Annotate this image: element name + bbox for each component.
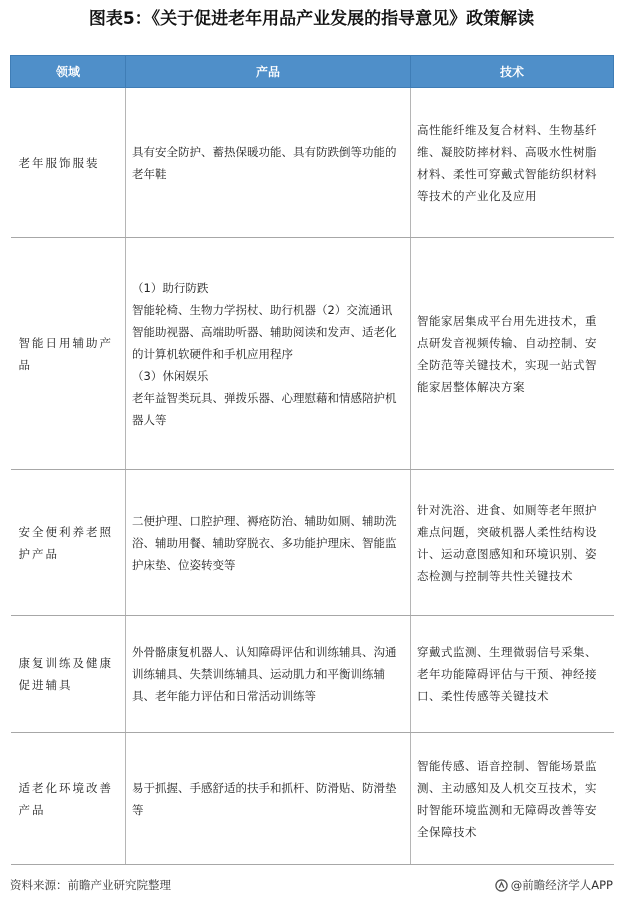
tech-cell: 穿戴式监测、生理微弱信号采集、老年功能障碍评估与干预、神经接口、柔性传感等关键技术 — [411, 616, 614, 733]
product-cell — [126, 470, 411, 616]
domain-cell: 安全便利养老照护产品 — [11, 470, 126, 616]
tech-cell: 智能家居集成平台用先进技术，重点研发音视频传输、自动控制、安全防范等关键技术，实现一站式智能家居整体解决方案 — [411, 238, 614, 470]
table-header-row — [11, 56, 614, 88]
product-line: 外骨骼康复机器人、认知障碍评估和训练辅具、沟通训练辅具、失禁训练辅具、运动肌力和平衡训练辅具、老年能力评估和日常活动训练等 — [132, 645, 397, 703]
table-row — [11, 88, 614, 238]
product-line: 老年益智类玩具、弹拨乐器、心理慰藉和情感陪护机器人等 — [132, 390, 397, 427]
header-domain: 领域 — [11, 56, 126, 88]
product-line: 智能助视器、高端助听器、辅助阅读和发声、适老化的计算机软硬件和手机应用程序 — [132, 324, 397, 361]
domain-cell: 老年服饰服装 — [11, 88, 126, 238]
policy-table — [10, 55, 614, 865]
product-cell — [126, 88, 411, 238]
brand-text: @前瞻经济学人APP — [510, 878, 613, 892]
chart-title: 图表5：《关于促进老年用品产业发展的指导意见》政策解读 — [88, 9, 535, 29]
table-row — [11, 733, 614, 865]
footer — [10, 877, 613, 895]
tech-cell: 高性能纤维及复合材料、生物基纤维、凝胶防摔材料、高吸水性树脂材料、柔性可穿戴式智能纺织材料等技术的产业化及应用 — [411, 88, 614, 238]
product-line: （3）休闲娱乐 — [132, 368, 209, 383]
domain-cell: 智能日用辅助产品 — [11, 238, 126, 470]
source-note: 资料来源：前瞻产业研究院整理 — [10, 878, 171, 892]
tech-cell: 针对洗浴、进食、如厕等老年照护难点问题，突破机器人柔性结构设计、运动意图感知和环境识别、姿态检测与控制等共性关键技术 — [411, 470, 614, 616]
header-product: 产品 — [126, 56, 411, 88]
product-line: 智能轮椅、生物力学拐杖、助行机器（2）交流通讯 — [132, 302, 393, 317]
table-row — [11, 616, 614, 733]
product-line: 二便护理、口腔护理、褥疮防治、辅助如厕、辅助洗浴、辅助用餐、辅助穿脱衣、多功能护理床、智能监护床垫、位姿转变等 — [132, 513, 397, 572]
brand-logo-icon — [495, 879, 508, 892]
product-line: 易于抓握、手感舒适的扶手和抓杆、防滑贴、防滑垫等 — [132, 780, 397, 817]
domain-cell: 康复训练及健康促进辅具 — [11, 616, 126, 733]
product-cell — [126, 616, 411, 733]
tech-cell: 智能传感、语音控制、智能场景监测、主动感知及人机交互技术，实时智能环境监测和无障碍改善等安全保障技术 — [411, 733, 614, 865]
table-row — [11, 470, 614, 616]
product-cell — [126, 733, 411, 865]
domain-cell: 适老化环境改善产品 — [11, 733, 126, 865]
table-row — [11, 238, 614, 470]
product-line: 具有安全防护、蓄热保暖功能、具有防跌倒等功能的老年鞋 — [132, 144, 397, 181]
brand-credit — [495, 877, 613, 893]
product-cell — [126, 238, 411, 470]
product-line: （1）助行防跌 — [132, 280, 209, 295]
header-tech: 技术 — [411, 56, 614, 88]
